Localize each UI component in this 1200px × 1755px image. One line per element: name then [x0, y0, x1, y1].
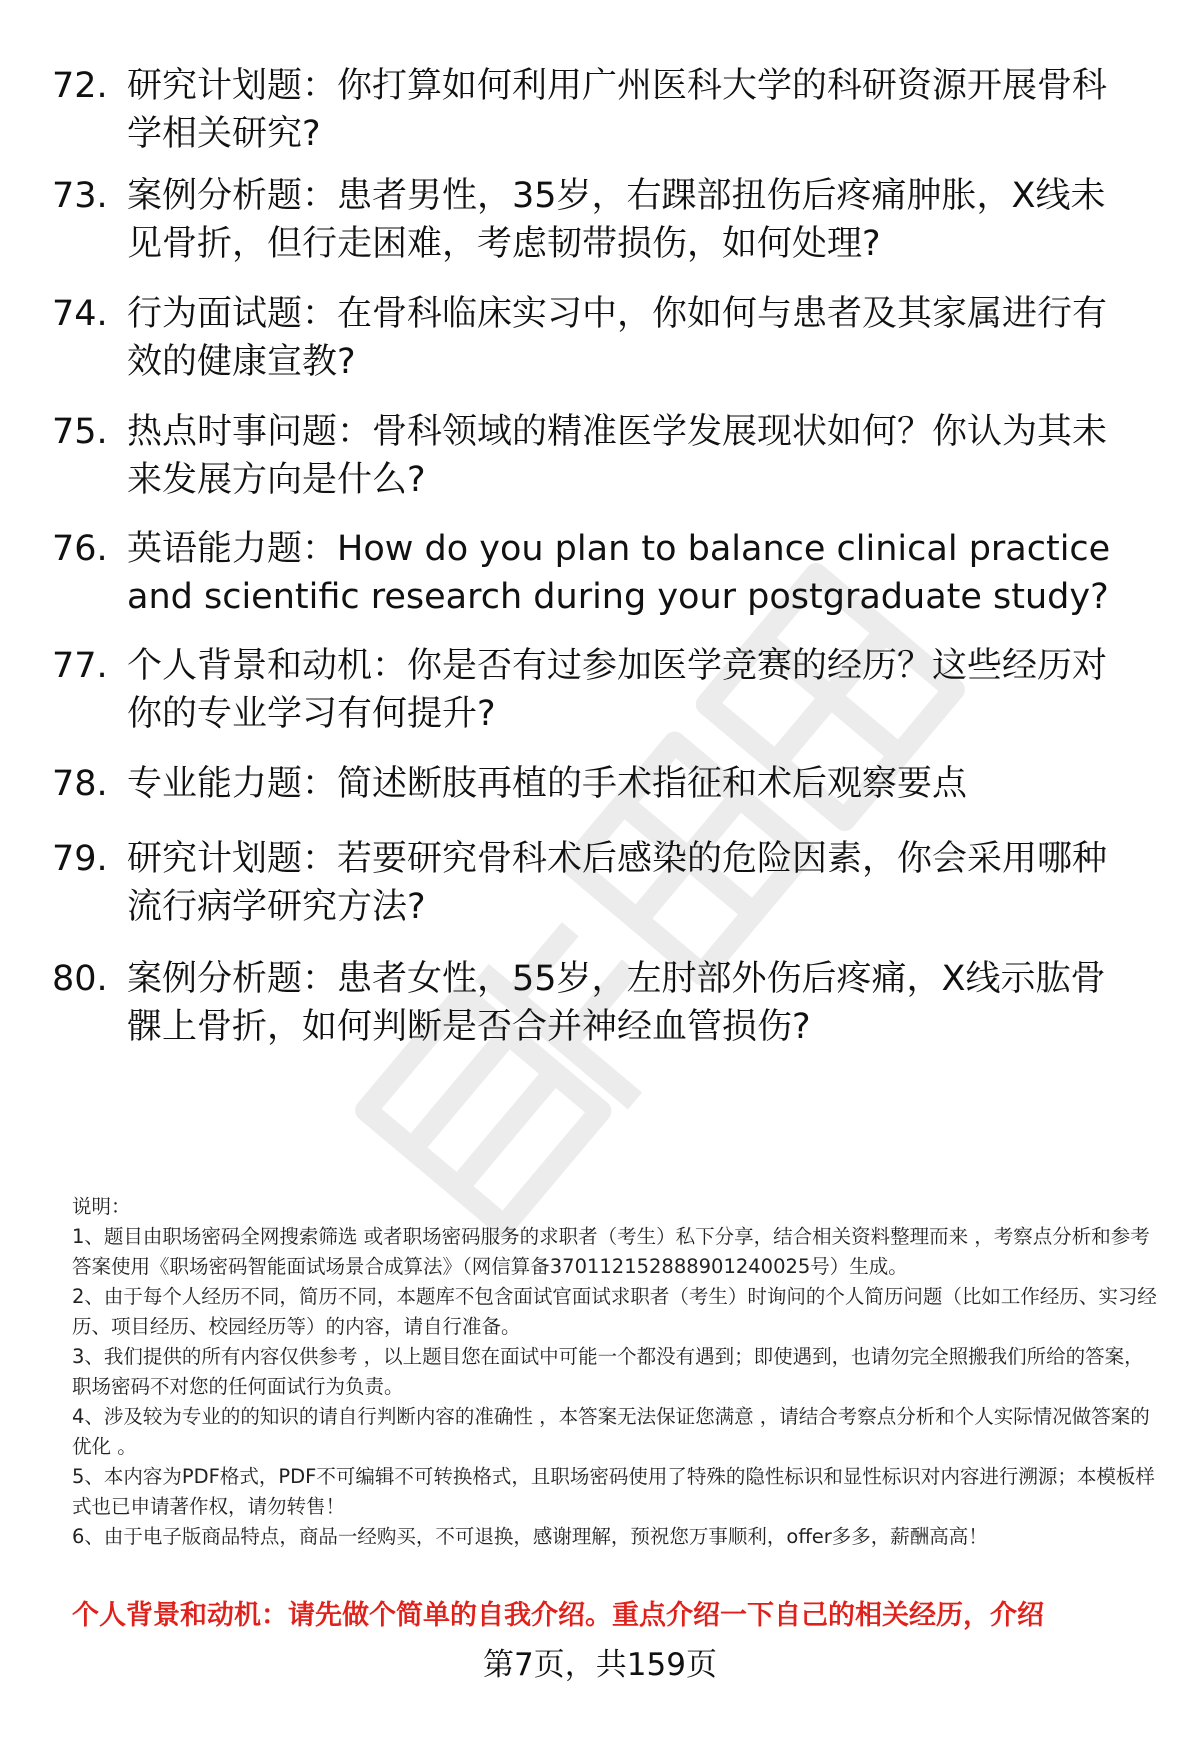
question-text: 案例分析题：患者女性，55岁，左肘部外伤后疼痛，X线示肱骨髁上骨折，如何判断是否合并神经血管损伤? [127, 959, 1106, 1047]
question-number: 79. [52, 839, 108, 879]
question-73 [52, 172, 1152, 268]
note-item: 2、由于每个人经历不同，简历不同，本题库不包含面试官面试求职者（考生）时询问的个人简历问题（比如工作经历、实习经历、项目经历、校园经历等）的内容，请自行准备。 [72, 1285, 1157, 1338]
question-number: 78. [52, 764, 108, 804]
question-text: 专业能力题：简述断肢再植的手术指征和术后观察要点 [127, 764, 968, 804]
question-number: 80. [52, 959, 108, 999]
question-75 [52, 408, 1152, 504]
note-item: 6、由于电子版商品特点，商品一经购买，不可退换，感谢理解，预祝您万事顺利，offer多多，薪酬高高！ [72, 1525, 988, 1548]
question-text: 研究计划题：若要研究骨科术后感染的危险因素，你会采用哪种流行病学研究方法? [127, 839, 1108, 927]
next-question-teaser: 个人背景和动机：请先做个简单的自我介绍。重点介绍一下自己的相关经历，介绍 [72, 1600, 1044, 1631]
question-number: 77. [52, 646, 108, 686]
page-number: 第7页，共159页 [483, 1647, 717, 1683]
question-78 [52, 760, 1152, 808]
question-text: 英语能力题：How do you plan to balance clinical practice and scientific research during your postgraduate study? [127, 529, 1111, 617]
note-item: 3、我们提供的所有内容仅供参考 ，以上题目您在面试中可能一个都没有遇到；即使遇到，也请勿完全照搬我们所给的答案，职场密码不对您的任何面试行为负责。 [72, 1345, 1144, 1398]
question-number: 74. [52, 294, 108, 334]
question-number: 73. [52, 176, 108, 216]
question-72 [52, 62, 1152, 158]
question-text: 案例分析题：患者男性，35岁，右踝部扭伤后疼痛肿胀，X线未见骨折，但行走困难，考虑韧带损伤，如何处理? [127, 176, 1106, 264]
question-74 [52, 290, 1152, 386]
notes-title: 说明： [72, 1195, 131, 1218]
question-number: 75. [52, 412, 108, 452]
question-text: 个人背景和动机：你是否有过参加医学竞赛的经历？这些经历对你的专业学习有何提升? [127, 646, 1108, 734]
question-text: 研究计划题：你打算如何利用广州医科大学的科研资源开展骨科学相关研究? [127, 66, 1108, 154]
note-item: 4、涉及较为专业的的知识的请自行判断内容的准确性 ，本答案无法保证您满意 ，请结合考察点分析和个人实际情况做答案的优化 。 [72, 1405, 1150, 1458]
note-item: 1、题目由职场密码全网搜索筛选 或者职场密码服务的求职者（考生）私下分享，结合相关资料整理而来 ，考察点分析和参考答案使用《职场密码智能面试场景合成算法》（网信算备370112152888901240025号）生成。 [72, 1225, 1150, 1278]
question-79 [52, 835, 1152, 931]
note-item: 5、本内容为PDF格式，PDF不可编辑不可转换格式，且职场密码使用了特殊的隐性标识和显性标识对内容进行溯源；本模板样式也已申请著作权，请勿转售！ [72, 1465, 1155, 1518]
question-number: 76. [52, 529, 108, 569]
question-80 [52, 955, 1152, 1051]
question-77 [52, 642, 1152, 738]
question-76 [52, 525, 1152, 621]
notes-section [72, 1192, 1157, 1552]
question-number: 72. [52, 66, 108, 106]
question-text: 热点时事问题：骨科领域的精准医学发展现状如何？你认为其未来发展方向是什么? [127, 412, 1108, 500]
question-text: 行为面试题：在骨科临床实习中，你如何与患者及其家属进行有效的健康宣教? [127, 294, 1108, 382]
